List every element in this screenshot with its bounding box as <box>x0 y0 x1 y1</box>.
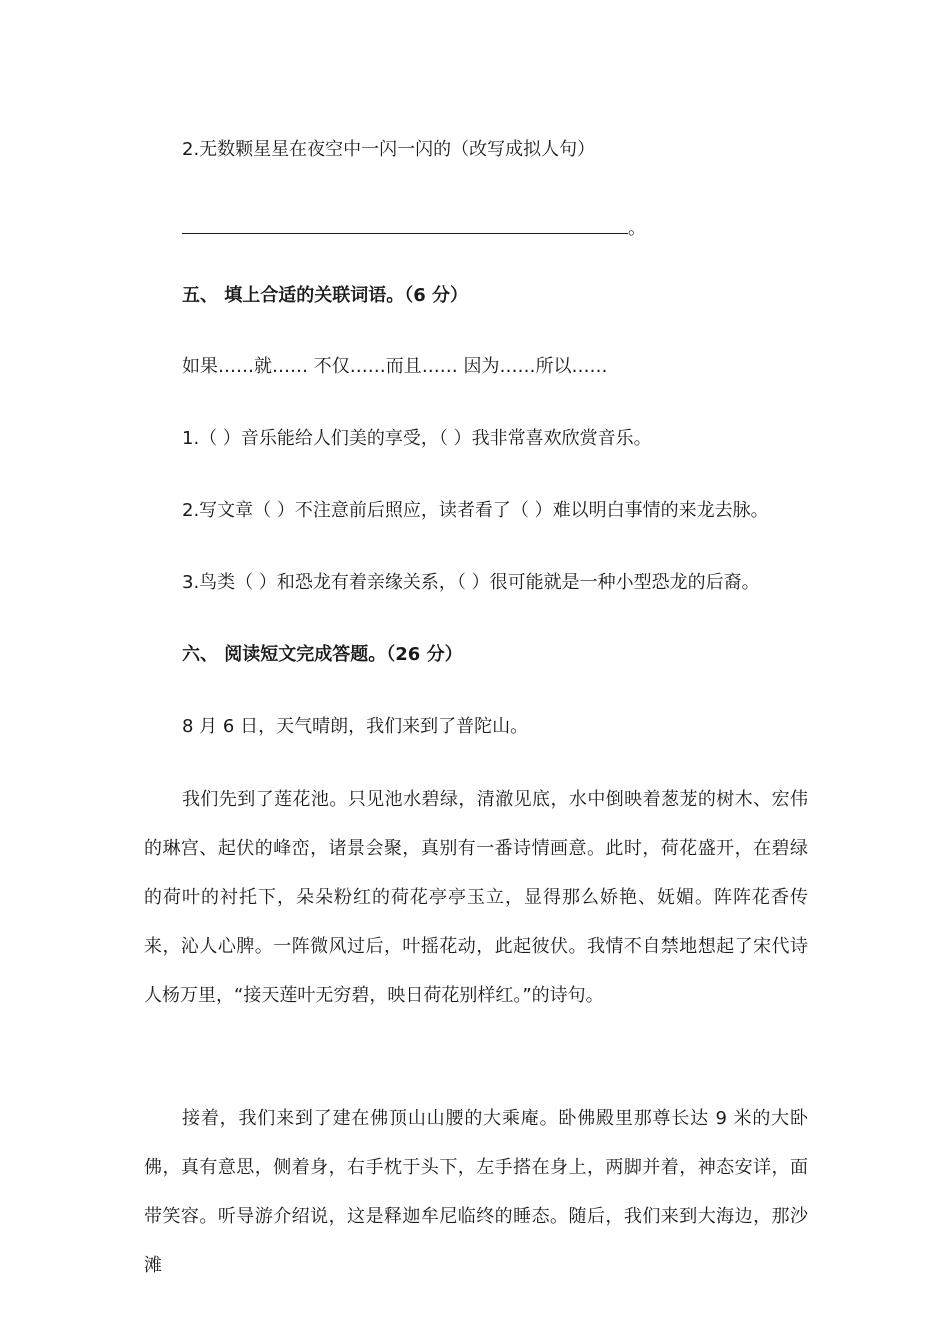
fill-item-1: 1.（ ）音乐能给人们美的享受，（ ）我非常喜欢欣赏音乐。 <box>182 428 652 449</box>
word-bank: 如果……就…… 不仅……而且…… 因为……所以…… <box>182 356 608 377</box>
fill-item-2: 2.写文章（ ）不注意前后照应，读者看了（ ）难以明白事情的来龙去脉。 <box>182 500 769 521</box>
rewrite-question-2: 2.无数颗星星在夜空中一闪一闪的（改写成拟人句） <box>182 139 596 160</box>
section-5-heading: 五、 填上合适的关联词语。（6 分） <box>182 285 469 306</box>
section-6-heading: 六、 阅读短文完成答题。（26 分） <box>182 644 463 665</box>
passage-paragraph-2: 接着，我们来到了建在佛顶山山腰的大乘庵。卧佛殿里那尊长达 9 米的大卧佛，真有意思，侧着身，右手枕于头下，左手搭在身上，两脚并着，神态安详，面带笑容。听导游介绍说，这是释迦牟尼临终的睡态。随后，我们来到大海边，那沙滩 <box>144 1108 808 1276</box>
answer-blank[interactable] <box>182 219 628 234</box>
passage-date-line: 8 月 6 日，天气晴朗，我们来到了普陀山。 <box>182 716 529 737</box>
passage-paragraph-1: 我们先到了莲花池。只见池水碧绿，清澈见底，水中倒映着葱茏的树木、宏伟的琳宫、起伏的峰峦，诸景会聚，真别有一番诗情画意。此时，荷花盛开，在碧绿的荷叶的衬托下，朵朵粉红的荷花亭亭玉立，显得那么娇艳、妩媚。阵阵花香传来，沁人心脾。一阵微风过后，叶摇花动，此起彼伏。我情不自禁地想起了宋代诗人杨万里，“接天莲叶无穷碧，映日荷花别样红。”的诗句。 <box>144 789 808 1006</box>
answer-blank-line[interactable] <box>182 217 646 241</box>
fill-item-3: 3.鸟类（ ）和恐龙有着亲缘关系，（ ）很可能就是一种小型恐龙的后裔。 <box>182 572 760 593</box>
answer-blank-end: 。 <box>628 218 646 239</box>
